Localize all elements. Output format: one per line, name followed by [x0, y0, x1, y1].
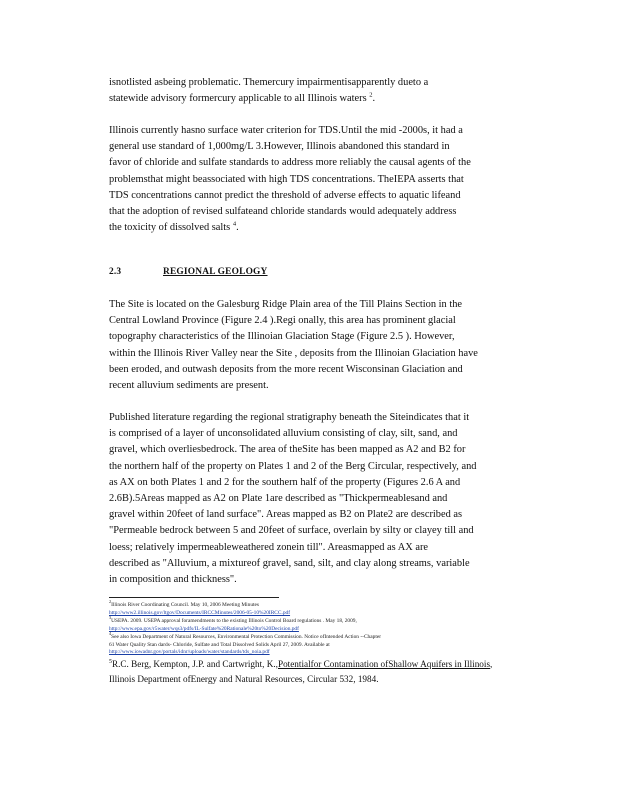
footnote-ref: 4 [232, 220, 237, 228]
text-span: the toxicity of dissolved salts [109, 222, 231, 234]
footnote-number: 3 [109, 615, 112, 621]
text-line: isnotlisted asbeing problematic. Themercury impairmentisapparently dueto a [109, 77, 429, 88]
text-line: 2.6B).5Areas mapped as A2 on Plate 1are described as "Thickpermeablesand and [109, 493, 448, 505]
footnote-number: 4 [109, 630, 112, 636]
citation-title: Potentialfor Contamination ofShallow Aquifers in Illinois [277, 659, 491, 670]
text-line: topography characteristics of the Illinoian Glaciation Stage (Figure 2.5 ). However, [109, 331, 455, 343]
text-line: been eroded, and outwash deposits from the more recent Wisconsinan Glaciation and [109, 363, 463, 375]
text-line: general use standard of 1,000mg/L 3.However, Illinois abandoned this standard in [109, 141, 450, 153]
footnote-5-line2 [109, 673, 549, 687]
footnote-3 [109, 615, 549, 626]
footnote-text: 61 Water Quality Stan dards- Chloride, Sulfate and Total Dissolved Solids April 27, 2009. Available at [109, 641, 330, 648]
paragraph-mercury [109, 75, 543, 107]
text-line: TDS concentrations cannot predict the threshold of adverse effects to aquatic lifeand [109, 189, 461, 201]
footnotes [109, 597, 549, 686]
citation-punct: , [490, 659, 493, 670]
footnote-4 [109, 630, 549, 642]
section-heading [109, 267, 268, 277]
text-line: as AX on both Plates 1 and 2 for the southern half of the property (Figures 2.6 A and [109, 476, 461, 488]
text-line: the toxicity of dissolved salts $^4$. [109, 220, 239, 234]
text-line: that the adoption of revised sulfateand chloride standards would adequately address [109, 206, 457, 218]
text-line: Central Lowland Province (Figure 2.4 ).Regi onally, this area has prominent glacial [109, 315, 456, 327]
text-line: in composition and thickness". [109, 574, 237, 586]
footnote-text: USEPA. 2009. USEPA approval foramendments to the existing Illinois Control Board regulations . May 18, 2009, [111, 617, 357, 624]
footnote-text: Illinois River Coordinating Council. May 10, 2006 Meeting Minutes [111, 602, 260, 608]
section-number: 2.3 [109, 267, 122, 277]
footnote-number: 2 [109, 599, 112, 605]
footnote-separator [109, 597, 279, 598]
text-line: Illinois currently hasno surface water criterion for TDS.Until the mid -2000s, it had a [109, 125, 463, 136]
footnote-text: See also Iowa Department of Natural Resources, Environmental Protection Commission. Notice ofIntended Action --Chapter [111, 633, 382, 640]
footnote-2 [109, 599, 549, 610]
section-title: REGIONAL GEOLOGY [163, 267, 268, 277]
paragraph-site-location [109, 297, 543, 394]
footnote-link[interactable]: http://www.epa.gov/r5water/wqs3/pdfs/IL-Sulfate%20Rationale%20to%20Decision.pdf [109, 625, 299, 632]
text-line: gravel within 20feet of land surface". Areas mapped as B2 on Plate2 are described as [109, 509, 463, 521]
text-line: The Site is located on the Galesburg Ridge Plain area of the Till Plains Section in the [109, 299, 463, 310]
footnote-3-url [109, 626, 549, 634]
text-line: "Permeable bedrock between 5 and 20feet of surface, overlain by silty or clayey till and [109, 525, 474, 537]
footnote-link[interactable]: http://www.iowadnr.gov/portals/idnr/uploads/water/standards/tds_noia.pdf [109, 649, 270, 656]
citation-publisher: Illinois Department ofEnergy and Natural Resources, Circular 532, 1984. [109, 673, 379, 684]
text-line: within the Illinois River Valley near the Site , deposits from the Illinoian Glaciation have [109, 347, 478, 359]
footnote-4-url [109, 649, 549, 657]
citation-authors: R.C. Berg, Kempton, J.P. and Cartwright, K., [112, 659, 278, 670]
footnote-link[interactable]: http://www2.illinois.gov/ltgov/Documents/IRCCMinutes/2006-05-10%20IRCC.pdf [109, 609, 291, 616]
text-line: statewide advisory formercury applicable to all Illinois waters $^2$. [109, 91, 376, 105]
text-line: loess; relatively impermeableweathered zonein till". Areasmapped as AX are [109, 541, 429, 553]
footnote-5 [109, 658, 549, 672]
text-line: is comprised of a layer of unconsolidated alluvium consisting of clay, silt, sand, and [109, 428, 458, 440]
text-line: Published literature regarding the regional stratigraphy beneath the Siteindicates that it [109, 412, 470, 423]
text-line: gravel, which overliesbedrock. The area of theSite has been mapped as A2 and B2 for [109, 444, 466, 456]
footnote-number: 5 [109, 659, 112, 666]
text-line: recent alluvium sediments are present. [109, 380, 269, 392]
paragraph-tds [109, 123, 543, 236]
text-span: statewide advisory formercury applicable to all Illinois waters [109, 93, 367, 105]
text-line: favor of chloride and sulfate standards to address more reliably the causal agents of the [109, 157, 471, 169]
text-line: problemsthat might beassociated with high TDS concentrations. TheIEPA asserts that [109, 173, 464, 185]
footnote-ref: 2 [369, 91, 373, 99]
text-line: described as "Alluvium, a mixtureof gravel, sand, silt, and clay along streams, variable [109, 557, 470, 569]
paragraph-stratigraphy [109, 410, 543, 588]
text-line: the northern half of the property on Plates 1 and 2 of the Berg Circular, respectively, and [109, 460, 477, 472]
